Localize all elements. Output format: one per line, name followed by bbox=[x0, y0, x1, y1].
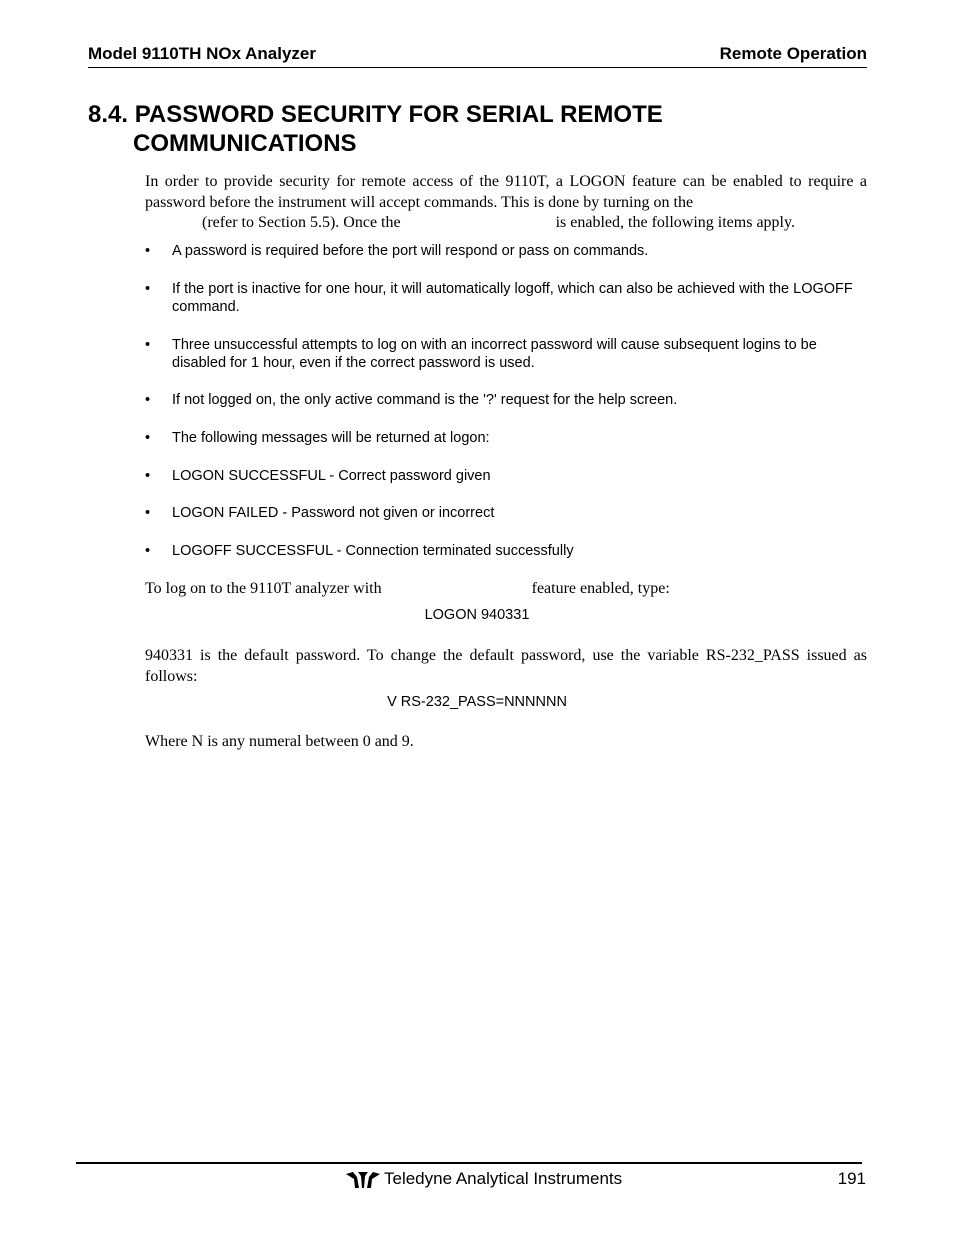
list-item: • LOGON FAILED - Password not given or incorrect bbox=[145, 504, 867, 522]
footer-company: Teledyne Analytical Instruments bbox=[384, 1169, 623, 1188]
logon-text-part2: feature enabled, type: bbox=[531, 580, 670, 597]
list-item: • LOGOFF SUCCESSFUL - Connection terminated successfully bbox=[145, 542, 867, 560]
intro-line1: In order to provide security for remote access of the 9110T, a LOGON feature can be enabled to require a password before the instrument will accept commands. This is done by turning on the bbox=[145, 173, 867, 211]
page-header bbox=[88, 44, 867, 68]
intro-line2b: is enabled, the following items apply. bbox=[555, 214, 795, 231]
header-chapter: Remote Operation bbox=[719, 44, 867, 63]
section-title bbox=[88, 100, 788, 158]
logon-instruction bbox=[145, 579, 867, 600]
page-footer bbox=[0, 1169, 954, 1191]
section-title-line1: 8.4. PASSWORD SECURITY FOR SERIAL REMOTE bbox=[88, 101, 663, 128]
list-item: • If not logged on, the only active command is the '?' request for the help screen. bbox=[145, 391, 867, 409]
list-item: • LOGON SUCCESSFUL - Correct password given bbox=[145, 467, 867, 485]
teledyne-logo-icon bbox=[346, 1171, 380, 1189]
intro-line2a: (refer to Section 5.5). Once the bbox=[202, 214, 401, 231]
password-paragraph: 940331 is the default password. To change the default password, use the variable RS-232_PASS issued as follows: bbox=[145, 647, 867, 685]
header-model: Model 9110TH NOx Analyzer bbox=[88, 44, 317, 63]
page-number: 191 bbox=[837, 1169, 866, 1188]
where-paragraph: Where N is any numeral between 0 and 9. bbox=[145, 733, 414, 750]
logon-text-part1: To log on to the 9110T analyzer with bbox=[145, 580, 382, 597]
logon-command: LOGON 940331 bbox=[424, 607, 530, 623]
list-item: • If the port is inactive for one hour, it will automatically logoff, which can also be achieved with the LOGOFF command. bbox=[145, 280, 867, 316]
list-item: • The following messages will be returned at logon: bbox=[145, 429, 867, 447]
pass-command: V RS-232_PASS=NNNNNN bbox=[387, 694, 567, 710]
list-item: • A password is required before the port will respond or pass on commands. bbox=[145, 242, 867, 260]
intro-paragraph bbox=[145, 172, 867, 234]
footer-divider bbox=[76, 1162, 862, 1164]
section-title-line2: COMMUNICATIONS bbox=[133, 130, 357, 157]
list-item: • Three unsuccessful attempts to log on with an incorrect password will cause subsequent logins to be disabled for 1 hour, even if the correct password is used. bbox=[145, 336, 867, 372]
